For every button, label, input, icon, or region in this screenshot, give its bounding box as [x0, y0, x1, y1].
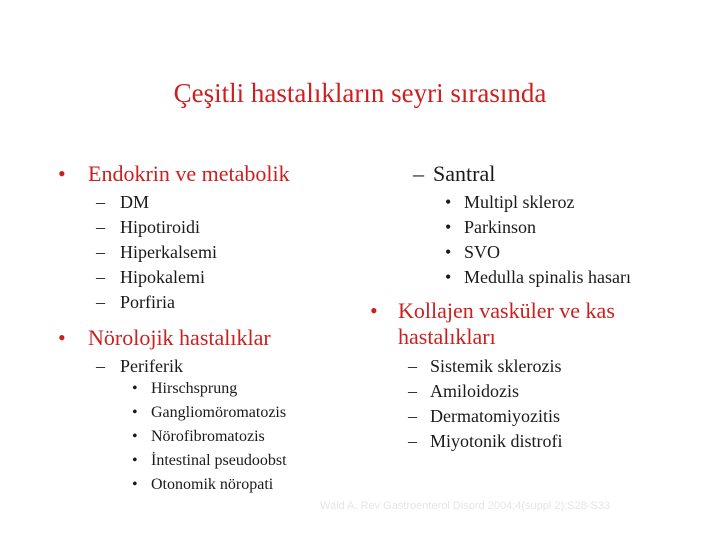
- dash-icon: –: [408, 381, 417, 401]
- dash-icon: –: [408, 431, 417, 451]
- list-item-text: Parkinson: [464, 217, 536, 237]
- peripheral-label: Periferik: [120, 356, 183, 376]
- bullet-icon: •: [445, 267, 452, 287]
- list-item-text: Dermatomiyozitis: [430, 406, 560, 426]
- list-item-text: Hiperkalsemi: [120, 242, 217, 262]
- bullet-icon: •: [132, 404, 138, 421]
- bullet-icon: •: [445, 192, 452, 212]
- neuro-label: Nörolojik hastalıklar: [88, 325, 271, 350]
- dash-icon: –: [408, 356, 417, 376]
- bullet-icon: •: [132, 476, 138, 493]
- list-item-text: Multipl skleroz: [464, 192, 575, 212]
- dash-icon: –: [408, 406, 417, 426]
- list-item-text: Amiloidozis: [430, 381, 519, 401]
- list-item-text: Otonomik nöropati: [151, 476, 274, 493]
- list-item-text: Hipotiroidi: [120, 217, 200, 237]
- list-item-text: Medulla spinalis hasarı: [464, 267, 631, 287]
- list-item-text: Miyotonik distrofi: [430, 431, 563, 451]
- citation-text: Wald A. Rev Gastroenterol Disord 2004;4(suppl 2):S28-S33: [320, 500, 611, 512]
- dash-icon: –: [96, 292, 105, 312]
- bullet-icon: •: [58, 325, 66, 350]
- list-item-text: Porfiria: [120, 292, 175, 312]
- endocrine-label: Endokrin ve metabolik: [88, 161, 290, 186]
- bullet-icon: •: [370, 298, 378, 323]
- dash-icon: –: [96, 356, 105, 376]
- bullet-icon: •: [132, 380, 138, 397]
- bullet-icon: •: [132, 428, 138, 445]
- list-item-text: SVO: [464, 242, 501, 262]
- dash-icon: –: [96, 267, 105, 287]
- dash-icon: –: [96, 192, 105, 212]
- list-item-text: İntestinal pseudoobst: [151, 452, 287, 469]
- bullet-icon: •: [445, 217, 452, 237]
- collagen-heading-line2: [398, 324, 496, 350]
- list-item-text: Nörofibromatozis: [151, 428, 265, 445]
- dash-icon: –: [413, 161, 424, 186]
- list-item-text: DM: [120, 192, 150, 212]
- slide-title: Çeşitli hastalıkların seyri sırasında: [173, 78, 547, 108]
- list-item-text: Gangliomöromatozis: [151, 404, 287, 421]
- dash-icon: –: [96, 242, 105, 262]
- bullet-icon: •: [445, 242, 452, 262]
- collagen-label-line1: Kollajen vasküler ve kas: [398, 298, 615, 323]
- dash-icon: –: [96, 217, 105, 237]
- central-label: Santral: [433, 161, 496, 186]
- bullet-icon: •: [132, 452, 138, 469]
- list-item-text: Sistemik sklerozis: [430, 356, 562, 376]
- list-item-text: Hirschsprung: [151, 380, 238, 397]
- list-item-text: Hipokalemi: [120, 267, 205, 287]
- bullet-icon: •: [58, 161, 66, 186]
- collagen-label-line2: hastalıkları: [398, 324, 496, 349]
